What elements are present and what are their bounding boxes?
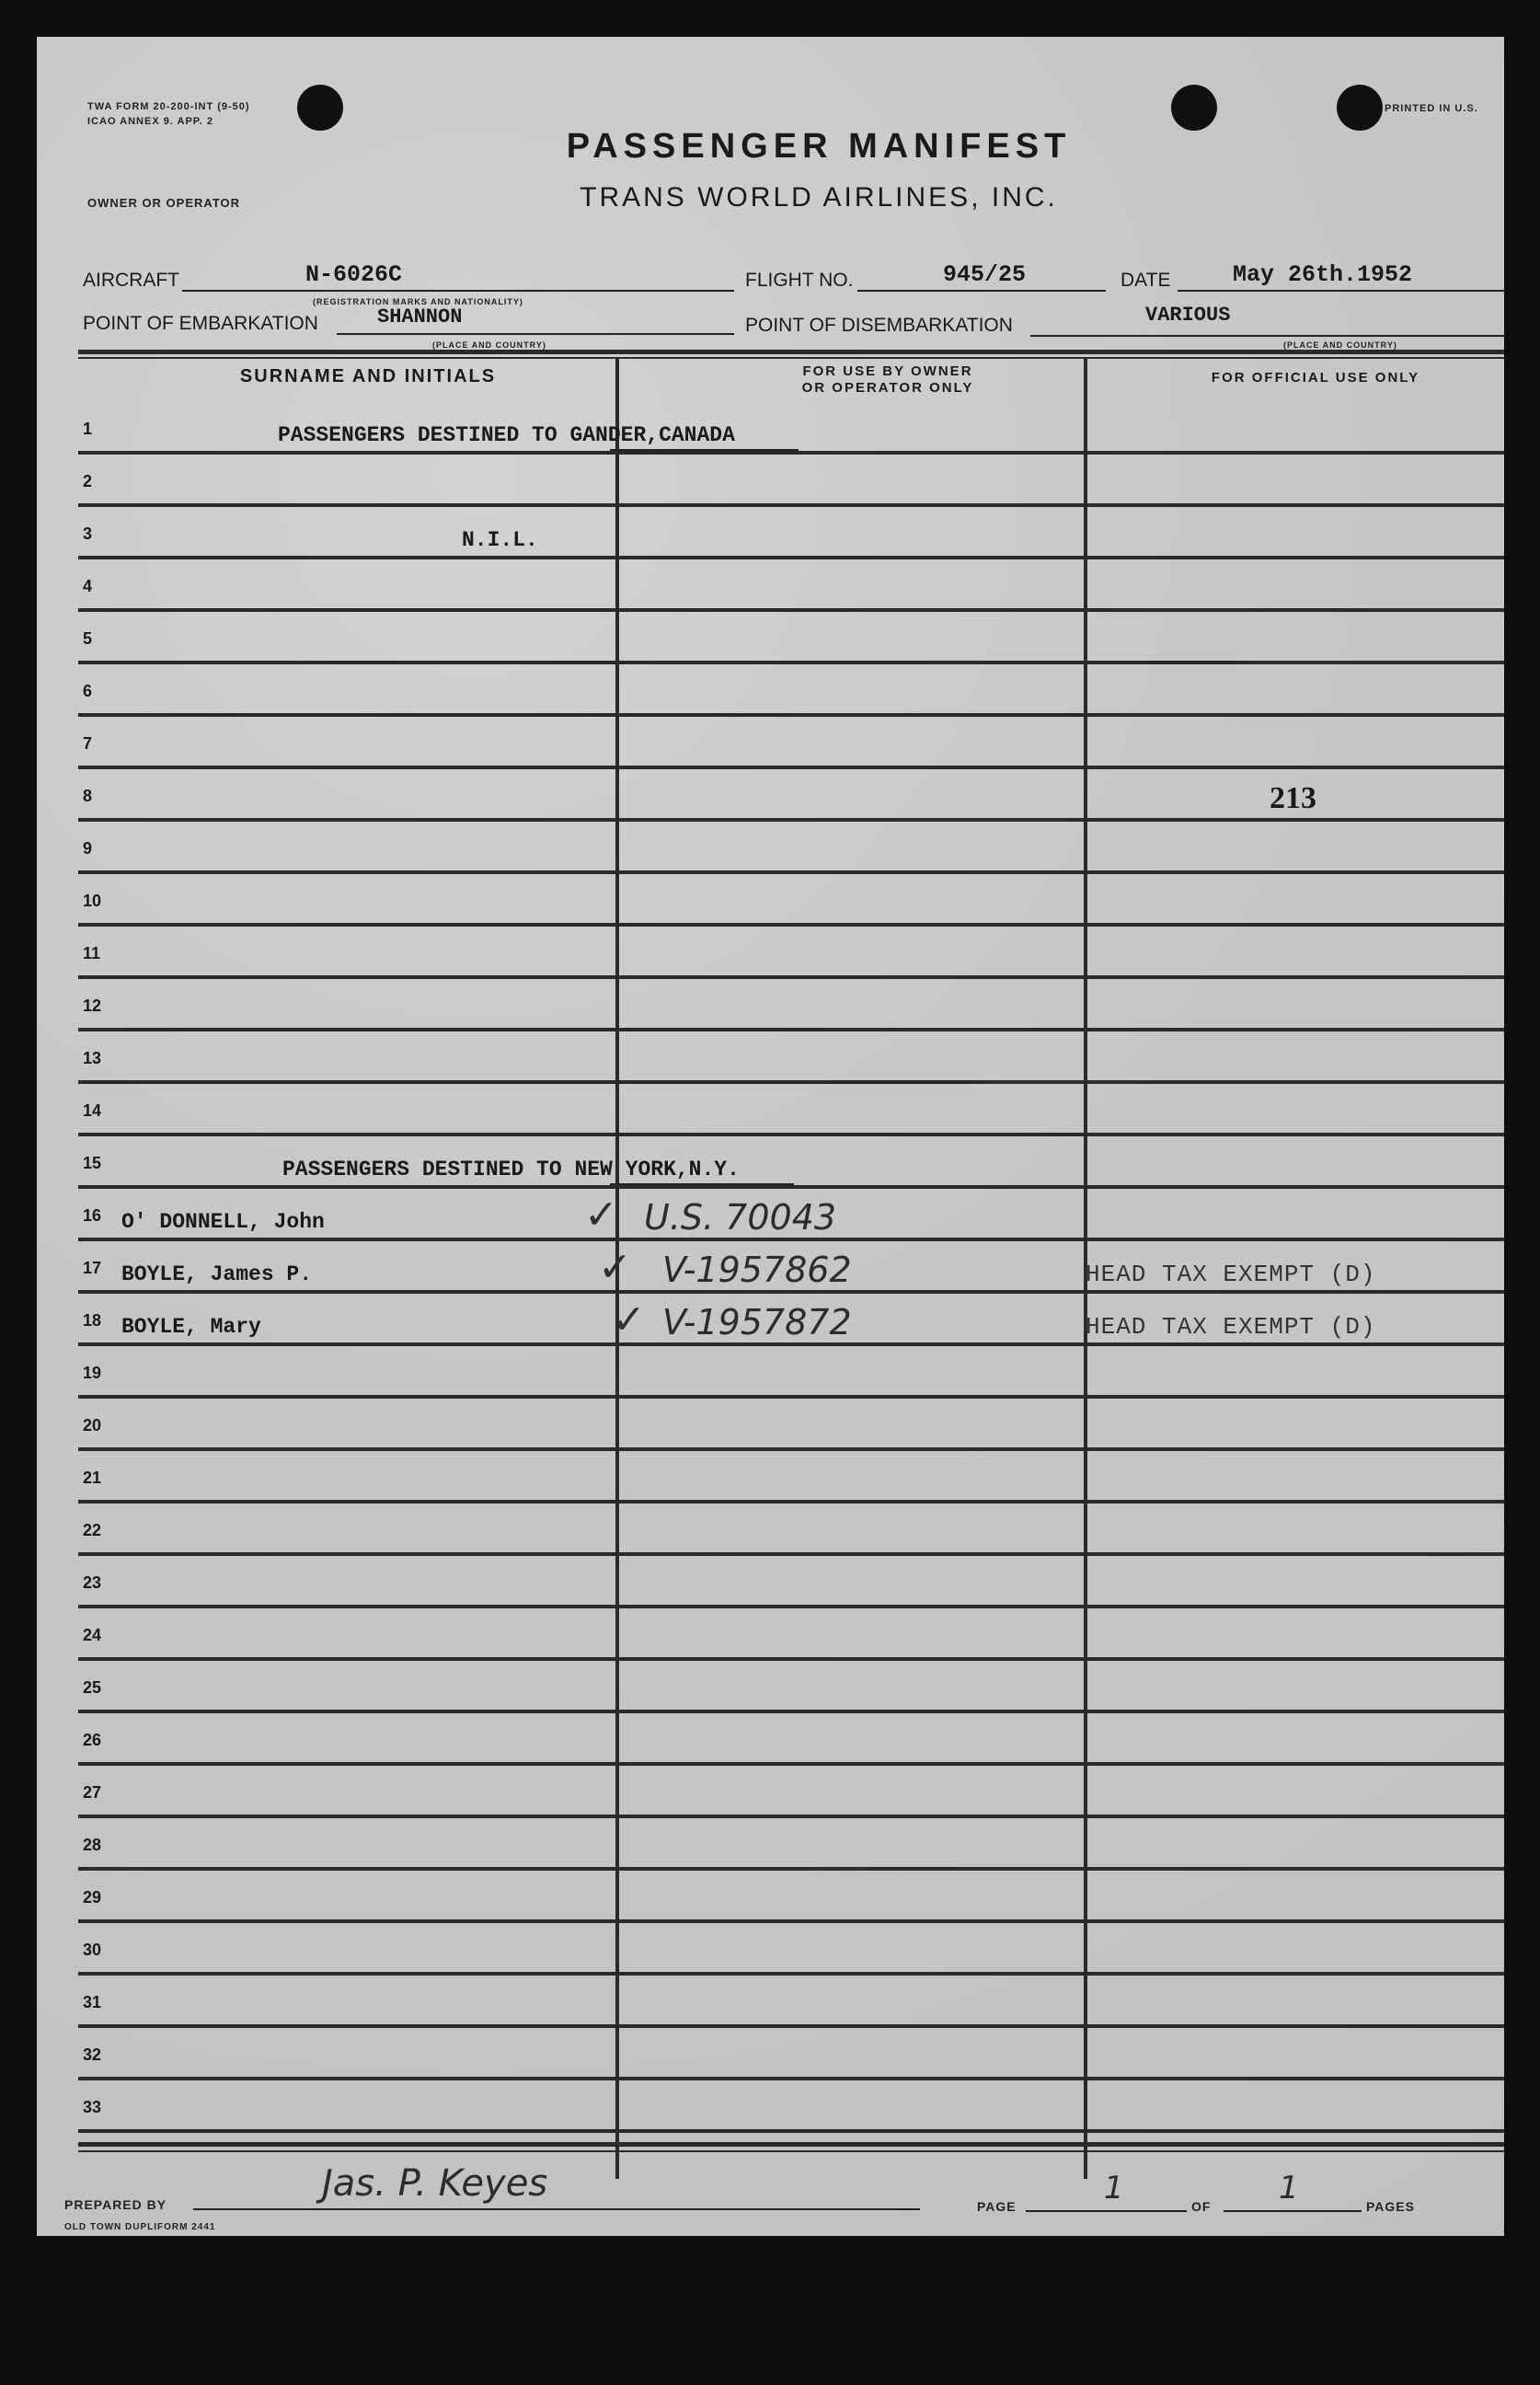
row-rule [78, 2129, 1504, 2133]
row-rule [78, 1657, 1504, 1661]
row-number: 14 [83, 1101, 102, 1120]
row-rule [78, 1342, 1504, 1346]
row-number: 21 [83, 1469, 102, 1487]
row-rule [78, 661, 1504, 664]
page-underline [1026, 2210, 1187, 2212]
row-number: 5 [83, 629, 93, 648]
row-rule [78, 1972, 1504, 1976]
page-number: 1 [1104, 2170, 1124, 2206]
row-number: 16 [83, 1206, 102, 1225]
pages-label: PAGES [1366, 2199, 1415, 2214]
embarkation-underline [337, 333, 734, 335]
manifest-sheet [37, 37, 1504, 2236]
row-rule [78, 1919, 1504, 1923]
row-rule [78, 923, 1504, 927]
row-number: 29 [83, 1888, 102, 1907]
header-top-rule-2 [78, 357, 1504, 359]
row-number: 31 [83, 1993, 102, 2011]
row-rule [78, 1762, 1504, 1766]
row-rule [78, 556, 1504, 559]
row-number: 23 [83, 1573, 102, 1592]
of-label: OF [1191, 2199, 1212, 2214]
row-rule [78, 713, 1504, 717]
row-number: 30 [83, 1941, 102, 1959]
row-number: 33 [83, 2098, 102, 2116]
aircraft-value: N-6026C [305, 261, 403, 288]
form-number: TWA FORM 20-200-INT (9-50) [87, 101, 250, 112]
embarkation-label: POINT OF EMBARKATION [83, 313, 318, 334]
disembarkation-underline [1030, 335, 1504, 337]
aircraft-label: AIRCRAFT [83, 270, 179, 291]
row-rule [78, 766, 1504, 769]
column-header-owner-1: FOR USE BY OWNER [802, 363, 973, 379]
row-number: 25 [83, 1678, 102, 1697]
disembarkation-value: VARIOUS [1145, 304, 1231, 327]
row-rule [78, 818, 1504, 822]
column-header-official: FOR OFFICIAL USE ONLY [1211, 370, 1420, 386]
check-mark-icon: ✓ [584, 1192, 618, 1238]
flight-underline [857, 290, 1106, 292]
row-number: 20 [83, 1416, 102, 1434]
row-rule [78, 451, 1504, 455]
owner-label: OWNER OR OPERATOR [87, 196, 241, 210]
row-number: 8 [83, 787, 93, 805]
row-number: 17 [83, 1259, 102, 1277]
punch-hole [1171, 85, 1217, 131]
row-rule [78, 1028, 1504, 1031]
row-number: 3 [83, 524, 93, 543]
official-use-cell: HEAD TAX EXEMPT (D) [1086, 1313, 1376, 1341]
row-number: 9 [83, 839, 93, 858]
footer-rule [78, 2142, 1504, 2147]
embarkation-value: SHANNON [377, 305, 463, 328]
row-rule [78, 1500, 1504, 1504]
row-number: 2 [83, 472, 93, 490]
row-number: 7 [83, 734, 93, 753]
row-number: 22 [83, 1521, 102, 1539]
printed-in-us: PRINTED IN U.S. [1385, 103, 1478, 114]
surname-cell: N.I.L. [462, 528, 538, 552]
row-rule [78, 1238, 1504, 1241]
row-number: 19 [83, 1364, 102, 1382]
official-use-cell: 213 [1270, 781, 1316, 815]
row-rule [78, 1080, 1504, 1084]
row-rule [78, 1815, 1504, 1818]
row-rule [78, 870, 1504, 874]
row-number: 28 [83, 1836, 102, 1854]
row-number: 1 [83, 420, 93, 438]
row-number: 18 [83, 1311, 102, 1330]
surname-cell: BOYLE, Mary [121, 1315, 261, 1339]
flight-value: 945/25 [943, 261, 1027, 288]
page-label: PAGE [977, 2199, 1017, 2214]
owner-use-cell: U.S. 70043 [644, 1197, 837, 1238]
check-mark-icon: ✓ [598, 1245, 632, 1290]
punch-hole [297, 85, 343, 131]
aircraft-caption: (REGISTRATION MARKS AND NATIONALITY) [313, 297, 523, 306]
surname-cell: PASSENGERS DESTINED TO GANDER,CANADA [278, 423, 735, 447]
airline-name: TRANS WORLD AIRLINES, INC. [580, 182, 1058, 213]
row-number: 6 [83, 682, 93, 700]
owner-use-cell: V-1957872 [662, 1302, 852, 1342]
check-mark-icon: ✓ [612, 1297, 646, 1342]
row-rule [78, 1447, 1504, 1451]
row-number: 13 [83, 1049, 102, 1067]
row-number: 24 [83, 1626, 102, 1644]
row-rule [78, 1185, 1504, 1189]
row-number: 11 [83, 944, 101, 962]
surname-cell: O' DONNELL, John [121, 1210, 325, 1234]
date-label: DATE [1121, 270, 1171, 291]
header-top-rule [78, 350, 1504, 354]
row-number: 15 [83, 1154, 102, 1172]
prepared-by-label: PREPARED BY [64, 2197, 167, 2212]
row-rule [78, 503, 1504, 507]
row-rule [78, 1552, 1504, 1556]
row-rule [78, 1867, 1504, 1871]
punch-hole [1337, 85, 1383, 131]
row-number: 32 [83, 2045, 102, 2064]
row-number: 10 [83, 892, 102, 910]
footer-rule-2 [78, 2150, 1504, 2152]
owner-use-cell: V-1957862 [662, 1250, 852, 1290]
aircraft-underline [182, 290, 734, 292]
icao-reference: ICAO ANNEX 9. APP. 2 [87, 116, 213, 127]
of-underline [1224, 2210, 1362, 2212]
row-rule [78, 975, 1504, 979]
column-header-surname: SURNAME AND INITIALS [239, 366, 497, 386]
row-rule [78, 1290, 1504, 1294]
official-use-cell: HEAD TAX EXEMPT (D) [1086, 1261, 1376, 1288]
column-header-owner-2: OR OPERATOR ONLY [801, 380, 974, 396]
row-rule [78, 608, 1504, 612]
row-rule [78, 1395, 1504, 1399]
surname-cell: BOYLE, James P. [121, 1262, 313, 1286]
row-rule [78, 1133, 1504, 1136]
total-pages: 1 [1279, 2170, 1299, 2206]
surname-cell: PASSENGERS DESTINED TO NEW YORK,N.Y. [282, 1158, 740, 1181]
row-number: 12 [83, 997, 102, 1015]
row-number: 27 [83, 1783, 102, 1802]
prepared-by-underline [193, 2208, 920, 2210]
printer-imprint: OLD TOWN DUPLIFORM 2441 [64, 2222, 216, 2232]
date-value: May 26th.1952 [1233, 261, 1413, 288]
page-title: PASSENGER MANIFEST [566, 127, 1072, 166]
destination-underline [610, 449, 799, 451]
date-underline [1178, 290, 1504, 292]
row-number: 26 [83, 1731, 102, 1749]
embarkation-caption: (PLACE AND COUNTRY) [432, 340, 546, 350]
destination-underline [610, 1183, 794, 1185]
row-number: 4 [83, 577, 93, 595]
signature: Jas. P. Keyes [322, 2162, 548, 2205]
row-rule [78, 1605, 1504, 1608]
row-rule [78, 2024, 1504, 2028]
row-rule [78, 1710, 1504, 1713]
row-rule [78, 2077, 1504, 2080]
flight-label: FLIGHT NO. [745, 270, 854, 291]
disembarkation-caption: (PLACE AND COUNTRY) [1283, 340, 1397, 350]
disembarkation-label: POINT OF DISEMBARKATION [745, 315, 1013, 336]
